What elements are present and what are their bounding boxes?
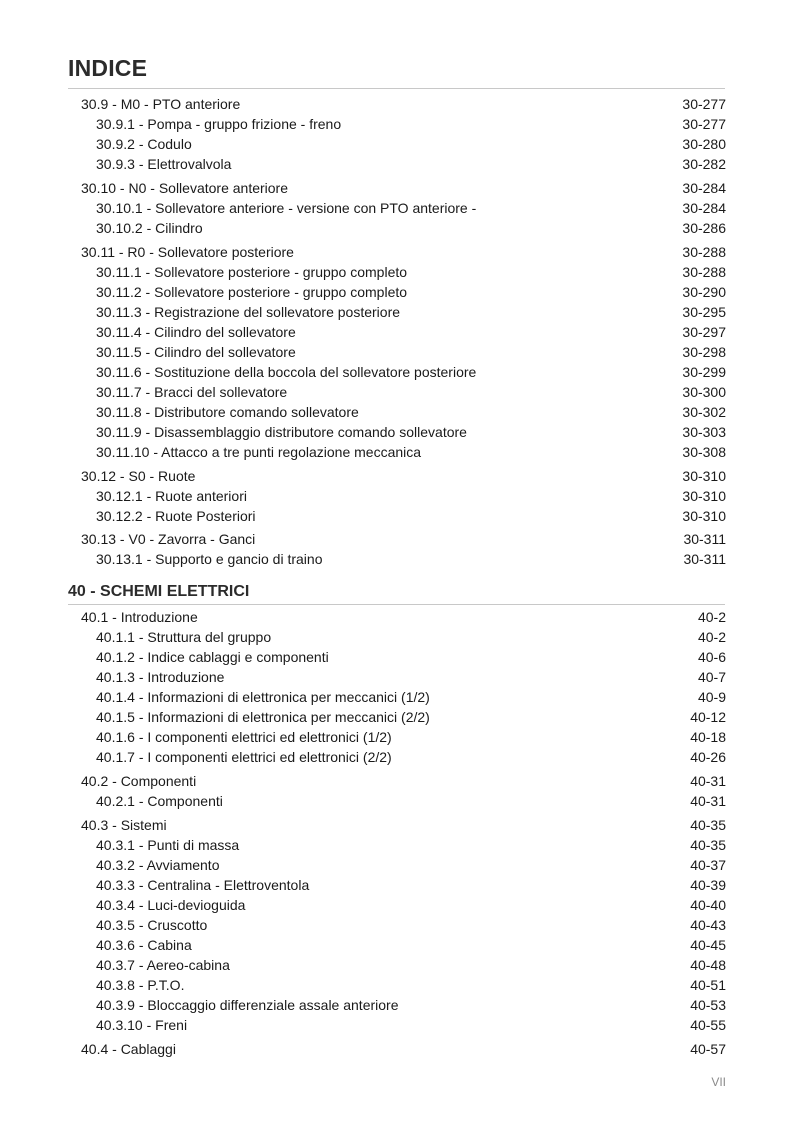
toc-entry-30-11-2[interactable] [0, 282, 794, 302]
toc-entry-40-2[interactable] [0, 771, 794, 791]
toc-entry-label: 30.11.2 - Sollevatore posteriore - gruppo completo [96, 284, 408, 300]
toc-entry-30-10-1[interactable] [0, 198, 794, 218]
toc-entry-label: 40.2 - Componenti [81, 773, 197, 789]
section-divider [68, 604, 725, 605]
toc-entry-label: 40.1.7 - I componenti elettrici ed elettronici (2/2) [96, 749, 392, 765]
toc-entry-label: 40.3.8 - P.T.O. [96, 977, 185, 993]
toc-entry-30-11-4[interactable] [0, 322, 794, 342]
toc-entry-30-9-3[interactable] [0, 154, 794, 174]
toc-entry-page: 40-51 [690, 977, 726, 993]
toc-entry-30-13[interactable] [0, 529, 794, 549]
toc-entry-page: 30-302 [682, 404, 726, 420]
toc-entry-label: 30.9 - M0 - PTO anteriore [81, 96, 241, 112]
toc-entry-page: 40-40 [690, 897, 726, 913]
toc-entry-30-9[interactable] [0, 94, 794, 114]
page-title: INDICE [68, 55, 148, 81]
toc-entry-40-1-7[interactable] [0, 747, 794, 767]
toc-entry-30-11-9[interactable] [0, 422, 794, 442]
toc-entry-label: 40.3.6 - Cabina [96, 937, 192, 953]
toc-entry-page: 30-311 [683, 551, 726, 567]
toc-entry-label: 40.1.1 - Struttura del gruppo [96, 629, 272, 645]
toc-entry-page: 40-31 [690, 793, 726, 809]
toc-entry-label: 30.11.9 - Disassemblaggio distributore comando sollevatore [96, 424, 467, 440]
toc-entry-label: 30.11.10 - Attacco a tre punti regolazione meccanica [96, 444, 422, 460]
toc-entry-page: 30-284 [682, 180, 726, 196]
toc-entry-page: 30-282 [682, 156, 726, 172]
toc-entry-label: 30.11.7 - Bracci del sollevatore [96, 384, 288, 400]
toc-entry-40-1-2[interactable] [0, 647, 794, 667]
toc-entry-label: 40.3 - Sistemi [81, 817, 167, 833]
toc-entry-page: 40-37 [690, 857, 726, 873]
toc-entry-30-11-7[interactable] [0, 382, 794, 402]
toc-entry-page: 30-299 [682, 364, 726, 380]
toc-entry-label: 30.9.2 - Codulo [96, 136, 192, 152]
toc-entry-label: 40.3.5 - Cruscotto [96, 917, 208, 933]
toc-entry-page: 30-277 [682, 116, 726, 132]
toc-entry-label: 40.3.7 - Aereo-cabina [96, 957, 230, 973]
toc-entry-page: 30-288 [682, 244, 726, 260]
toc-entry-label: 30.9.1 - Pompa - gruppo frizione - freno [96, 116, 342, 132]
toc-entry-page: 40-18 [690, 729, 726, 745]
toc-entry-page: 30-277 [682, 96, 726, 112]
toc-entry-page: 40-39 [690, 877, 726, 893]
toc-entry-page: 40-7 [697, 669, 726, 685]
toc-entry-page: 30-311 [683, 531, 726, 547]
toc-entry-40-2-1[interactable] [0, 791, 794, 811]
toc-entry-40-1-1[interactable] [0, 627, 794, 647]
toc-entry-label: 30.9.3 - Elettrovalvola [96, 156, 232, 172]
toc-entry-page: 40-35 [690, 837, 726, 853]
toc-entry-page: 40-6 [697, 649, 726, 665]
toc-entry-page: 40-48 [690, 957, 726, 973]
toc-entry-30-11-5[interactable] [0, 342, 794, 362]
toc-entry-30-12-1[interactable] [0, 486, 794, 506]
toc-entry-40-3-2[interactable] [0, 855, 794, 875]
toc-entry-page: 30-298 [682, 344, 726, 360]
toc-entry-page: 40-35 [690, 817, 726, 833]
toc-entry-label: 40.2.1 - Componenti [96, 793, 223, 809]
toc-entry-30-9-1[interactable] [0, 114, 794, 134]
page-number: VII [711, 1075, 726, 1089]
toc-entry-label: 40.1.4 - Informazioni di elettronica per meccanici (1/2) [96, 689, 430, 705]
toc-entry-page: 40-53 [690, 997, 726, 1013]
toc-entry-40-3-3[interactable] [0, 875, 794, 895]
toc-entry-page: 40-26 [690, 749, 726, 765]
toc-entry-40-1-5[interactable] [0, 707, 794, 727]
toc-entry-label: 30.10 - N0 - Sollevatore anteriore [81, 180, 288, 196]
toc-entry-label: 40.3.4 - Luci-devioguida [96, 897, 246, 913]
toc-entry-30-10[interactable] [0, 178, 794, 198]
toc-entry-label: 30.12 - S0 - Ruote [81, 468, 196, 484]
title-divider [68, 88, 725, 89]
toc-entry-label: 30.12.2 - Ruote Posteriori [96, 508, 256, 524]
toc-entry-30-11-10[interactable] [0, 442, 794, 462]
toc-entry-label: 40.1.5 - Informazioni di elettronica per meccanici (2/2) [96, 709, 430, 725]
toc-entry-label: 30.11.1 - Sollevatore posteriore - gruppo completo [96, 264, 408, 280]
toc-entry-label: 40.1.3 - Introduzione [96, 669, 225, 685]
toc-entry-40-3-8[interactable] [0, 975, 794, 995]
toc-entry-30-9-2[interactable] [0, 134, 794, 154]
toc-entry-page: 30-288 [682, 264, 726, 280]
toc-entry-40-3-1[interactable] [0, 835, 794, 855]
toc-entry-page: 30-284 [682, 200, 726, 216]
toc-entry-40-1[interactable] [0, 607, 794, 627]
toc-entry-page: 40-31 [690, 773, 726, 789]
toc-entry-label: 40.4 - Cablaggi [81, 1041, 176, 1057]
toc-entry-label: 40.3.3 - Centralina - Elettroventola [96, 877, 310, 893]
toc-entry-label: 30.11.3 - Registrazione del sollevatore posteriore [96, 304, 401, 320]
toc-entry-page: 30-295 [682, 304, 726, 320]
toc-entry-page: 30-310 [682, 468, 726, 484]
toc-entry-30-11-8[interactable] [0, 402, 794, 422]
toc-entry-30-12-2[interactable] [0, 506, 794, 526]
toc-entry-page: 30-303 [682, 424, 726, 440]
toc-entry-30-12[interactable] [0, 466, 794, 486]
toc-entry-label: 40.1 - Introduzione [81, 609, 198, 625]
toc-entry-40-3-7[interactable] [0, 955, 794, 975]
toc-entry-page: 30-290 [682, 284, 726, 300]
toc-entry-page: 40-9 [697, 689, 726, 705]
toc-entry-label: 30.13 - V0 - Zavorra - Ganci [81, 531, 256, 547]
toc-entry-40-1-3[interactable] [0, 667, 794, 687]
toc-entry-label: 40.3.10 - Freni [96, 1017, 188, 1033]
toc-entry-label: 30.11.8 - Distributore comando sollevatore [96, 404, 359, 420]
toc-entry-40-1-6[interactable] [0, 727, 794, 747]
section-heading-40: 40 - SCHEMI ELETTRICI [68, 583, 250, 600]
toc-entry-40-3-10[interactable] [0, 1015, 794, 1035]
toc-entry-40-3[interactable] [0, 815, 794, 835]
toc-entry-label: 30.13.1 - Supporto e gancio di traino [96, 551, 323, 567]
toc-entry-label: 30.11.4 - Cilindro del sollevatore [96, 324, 296, 340]
toc-entry-page: 40-12 [690, 709, 726, 725]
toc-entry-30-10-2[interactable] [0, 218, 794, 238]
toc-entry-30-11-1[interactable] [0, 262, 794, 282]
toc-entry-page: 30-297 [682, 324, 726, 340]
toc-entry-label: 40.3.2 - Avviamento [96, 857, 220, 873]
toc-entry-label: 40.1.2 - Indice cablaggi e componenti [96, 649, 329, 665]
toc-entry-label: 30.11 - R0 - Sollevatore posteriore [81, 244, 294, 260]
toc-entry-40-4[interactable] [0, 1039, 794, 1059]
toc-entry-page: 30-286 [682, 220, 726, 236]
toc-entry-page: 40-43 [690, 917, 726, 933]
toc-entry-page: 30-300 [682, 384, 726, 400]
toc-entry-30-13-1[interactable] [0, 549, 794, 569]
toc-entry-40-3-5[interactable] [0, 915, 794, 935]
toc-entry-page: 40-2 [697, 629, 726, 645]
toc-entry-30-11-3[interactable] [0, 302, 794, 322]
toc-entry-label: 40.3.1 - Punti di massa [96, 837, 240, 853]
toc-entry-40-1-4[interactable] [0, 687, 794, 707]
toc-entry-40-3-6[interactable] [0, 935, 794, 955]
toc-entry-label: 30.12.1 - Ruote anteriori [96, 488, 247, 504]
toc-entry-label: 40.1.6 - I componenti elettrici ed elettronici (1/2) [96, 729, 392, 745]
toc-entry-30-11-6[interactable] [0, 362, 794, 382]
toc-entry-label: 30.10.2 - Cilindro [96, 220, 203, 236]
toc-entry-30-11[interactable] [0, 242, 794, 262]
toc-entry-label: 40.3.9 - Bloccaggio differenziale assale anteriore [96, 997, 399, 1013]
toc-entry-label: 30.10.1 - Sollevatore anteriore - versione con PTO anteriore - [96, 200, 477, 216]
toc-entry-page: 40-55 [690, 1017, 726, 1033]
toc-entry-page: 30-310 [682, 488, 726, 504]
toc-entry-label: 30.11.5 - Cilindro del sollevatore [96, 344, 296, 360]
toc-entry-page: 30-310 [682, 508, 726, 524]
toc-entry-page: 40-57 [690, 1041, 726, 1057]
toc-entry-label: 30.11.6 - Sostituzione della boccola del sollevatore posteriore [96, 364, 477, 380]
toc-entry-page: 40-45 [690, 937, 726, 953]
toc-entry-page: 40-2 [697, 609, 726, 625]
toc-entry-40-3-9[interactable] [0, 995, 794, 1015]
toc-entry-page: 30-308 [682, 444, 726, 460]
toc-entry-40-3-4[interactable] [0, 895, 794, 915]
toc-entry-page: 30-280 [682, 136, 726, 152]
